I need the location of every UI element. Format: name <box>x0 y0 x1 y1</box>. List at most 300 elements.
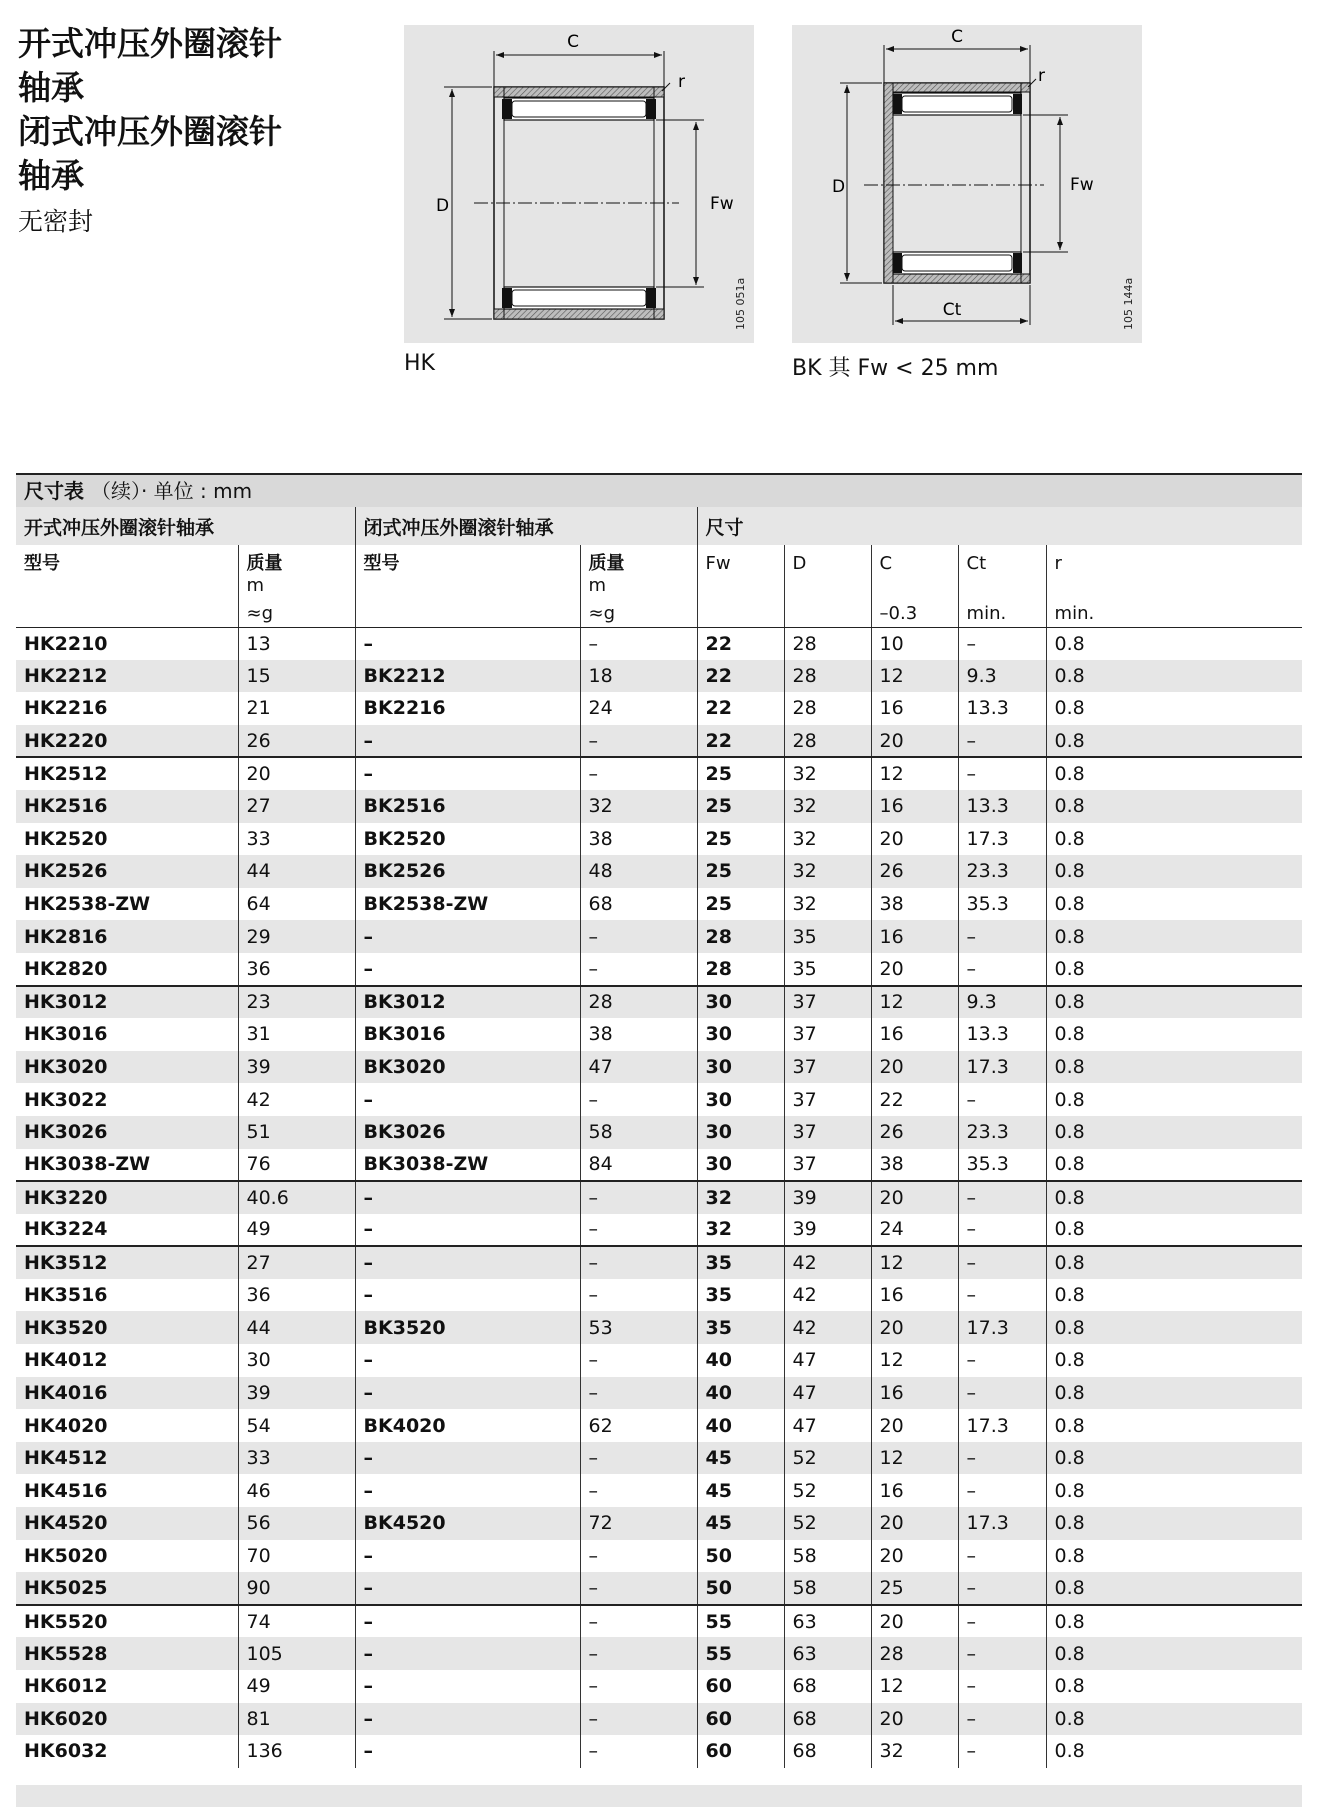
unit-r: min. <box>1046 597 1302 627</box>
bk-figure-code: 105 144a <box>1122 277 1135 330</box>
cell-mass-closed: 38 <box>580 823 697 856</box>
cell-mass-open: 64 <box>238 888 355 921</box>
cell-r: 0.8 <box>1046 1051 1302 1084</box>
table-row <box>16 1181 1302 1214</box>
cell-ct: – <box>958 1279 1046 1312</box>
cell-type-closed: – <box>355 1735 580 1768</box>
cell-type-open: HK5528 <box>16 1637 238 1670</box>
cell-r: 0.8 <box>1046 1083 1302 1116</box>
cell-fw: 25 <box>697 888 784 921</box>
cell-type-closed: BK3520 <box>355 1311 580 1344</box>
cell-fw: 30 <box>697 1083 784 1116</box>
cell-r: 0.8 <box>1046 725 1302 758</box>
cell-r: 0.8 <box>1046 1474 1302 1507</box>
figure-bk <box>792 25 1142 343</box>
cell-mass-open: 56 <box>238 1507 355 1540</box>
cell-ct: – <box>958 757 1046 790</box>
cell-ct: – <box>958 1474 1046 1507</box>
cell-type-open: HK5520 <box>16 1605 238 1638</box>
cell-fw: 40 <box>697 1409 784 1442</box>
cell-ct: 9.3 <box>958 986 1046 1019</box>
cell-type-closed: BK3016 <box>355 1018 580 1051</box>
cell-mass-closed: – <box>580 757 697 790</box>
table-row <box>16 1637 1302 1670</box>
cell-type-closed: BK4020 <box>355 1409 580 1442</box>
cell-d: 28 <box>784 692 871 725</box>
cell-c: 12 <box>871 660 958 693</box>
table-body <box>16 627 1302 1768</box>
cell-ct: – <box>958 1377 1046 1410</box>
cell-c: 38 <box>871 888 958 921</box>
cell-r: 0.8 <box>1046 1214 1302 1247</box>
unit-header-row <box>16 597 1302 627</box>
cell-r: 0.8 <box>1046 1279 1302 1312</box>
cell-r: 0.8 <box>1046 1605 1302 1638</box>
cell-fw: 55 <box>697 1637 784 1670</box>
cell-r: 0.8 <box>1046 986 1302 1019</box>
cell-mass-open: 105 <box>238 1637 355 1670</box>
cell-ct: – <box>958 1605 1046 1638</box>
cell-d: 47 <box>784 1409 871 1442</box>
bk-caption: BK 其 Fw < 25 mm <box>792 356 999 381</box>
cell-mass-open: 20 <box>238 757 355 790</box>
cell-d: 32 <box>784 823 871 856</box>
cell-d: 63 <box>784 1605 871 1638</box>
table-row <box>16 1409 1302 1442</box>
cell-ct: 9.3 <box>958 660 1046 693</box>
cell-d: 58 <box>784 1572 871 1605</box>
cell-d: 47 <box>784 1377 871 1410</box>
bk-label-fw: Fw <box>1070 175 1094 195</box>
cell-mass-closed: 48 <box>580 855 697 888</box>
cell-r: 0.8 <box>1046 1149 1302 1182</box>
cell-mass-open: 13 <box>238 627 355 660</box>
cell-type-closed: – <box>355 953 580 986</box>
cell-c: 20 <box>871 1703 958 1736</box>
cell-fw: 32 <box>697 1181 784 1214</box>
cell-d: 35 <box>784 920 871 953</box>
cell-d: 58 <box>784 1540 871 1573</box>
col-mass-closed-label: 质量 <box>588 553 625 574</box>
table-row <box>16 1507 1302 1540</box>
cell-fw: 35 <box>697 1311 784 1344</box>
cell-ct: 23.3 <box>958 855 1046 888</box>
cell-type-open: HK6012 <box>24 1675 108 1698</box>
cell-ct: 17.3 <box>958 823 1046 856</box>
cell-mass-open: 29 <box>238 920 355 953</box>
col-mass-open-sym: m <box>246 575 265 596</box>
cell-fw: 30 <box>697 1018 784 1051</box>
cell-fw: 60 <box>697 1670 784 1703</box>
cell-c: 16 <box>871 692 958 725</box>
cell-mass-open: 74 <box>238 1605 355 1638</box>
table-row <box>16 823 1302 856</box>
unit-mass-closed: ≈g <box>580 597 697 627</box>
cell-r: 0.8 <box>1046 1572 1302 1605</box>
cell-mass-open: 49 <box>238 1214 355 1247</box>
table-row <box>16 627 1302 660</box>
cell-ct: 35.3 <box>958 888 1046 921</box>
table-row <box>16 1018 1302 1051</box>
subtitle: 无密封 <box>18 207 94 236</box>
hk-label-fw: Fw <box>710 194 734 214</box>
cell-ct: 17.3 <box>958 1507 1046 1540</box>
cell-c: 16 <box>871 1377 958 1410</box>
cell-r: 0.8 <box>1046 757 1302 790</box>
cell-mass-open: 33 <box>238 823 355 856</box>
cell-type-open: HK2220 <box>16 725 238 758</box>
hk-caption: HK <box>404 351 435 376</box>
cell-ct: 13.3 <box>958 692 1046 725</box>
cell-type-open: HK2820 <box>24 957 108 980</box>
table-row <box>16 1703 1302 1736</box>
cell-fw: 40 <box>697 1377 784 1410</box>
cell-c: 16 <box>871 920 958 953</box>
cell-mass-closed: – <box>580 1344 697 1377</box>
cell-type-closed: BK2212 <box>355 660 580 693</box>
cell-r: 0.8 <box>1046 1637 1302 1670</box>
title-line-2: 轴承 <box>18 68 84 107</box>
cell-c: 20 <box>871 1311 958 1344</box>
hk-label-r: r <box>678 72 685 92</box>
cell-fw: 30 <box>697 1149 784 1182</box>
cell-ct: – <box>958 953 1046 986</box>
cell-ct: – <box>958 1442 1046 1475</box>
cell-mass-open: 39 <box>238 1377 355 1410</box>
cell-mass-open: 21 <box>238 692 355 725</box>
cell-ct: – <box>958 1637 1046 1670</box>
cell-mass-open: 31 <box>238 1018 355 1051</box>
cell-type-open: HK2816 <box>16 920 238 953</box>
cell-type-closed: – <box>355 1474 580 1507</box>
cell-mass-closed: – <box>580 725 697 758</box>
cell-r: 0.8 <box>1046 790 1302 823</box>
cell-fw: 60 <box>697 1735 784 1768</box>
cell-d: 28 <box>784 627 871 660</box>
table-row <box>16 1279 1302 1312</box>
cell-mass-closed: – <box>580 1181 697 1214</box>
table-row <box>16 1051 1302 1084</box>
cell-mass-open: 30 <box>238 1344 355 1377</box>
table-title <box>16 473 1302 507</box>
cell-r: 0.8 <box>1046 1670 1302 1703</box>
cell-mass-open: 27 <box>238 790 355 823</box>
cell-d: 52 <box>784 1507 871 1540</box>
cell-c: 25 <box>871 1572 958 1605</box>
col-mass-open <box>238 545 355 597</box>
unit-type-open <box>16 597 238 627</box>
cell-type-open: HK2216 <box>24 697 108 720</box>
cell-type-closed: – <box>355 1214 580 1247</box>
cell-ct: – <box>958 1540 1046 1573</box>
cell-mass-closed: 62 <box>580 1409 697 1442</box>
cell-d: 37 <box>784 1018 871 1051</box>
cell-type-closed: – <box>355 1540 580 1573</box>
cell-type-open: HK2526 <box>16 855 238 888</box>
cell-c: 20 <box>871 1507 958 1540</box>
cell-mass-open: 33 <box>238 1442 355 1475</box>
cell-fw: 25 <box>697 790 784 823</box>
cell-c: 12 <box>871 1442 958 1475</box>
cell-ct: – <box>958 1572 1046 1605</box>
cell-type-closed: – <box>355 1572 580 1605</box>
cell-mass-closed: – <box>580 1279 697 1312</box>
cell-c: 26 <box>871 1116 958 1149</box>
table-title-text: 尺寸表 <box>24 479 84 503</box>
title-line-3: 闭式冲压外圈滚针 <box>18 112 282 151</box>
cell-fw: 22 <box>697 660 784 693</box>
cell-d: 68 <box>784 1735 871 1768</box>
cell-type-closed: – <box>355 1344 580 1377</box>
bk-label-ct: Ct <box>942 300 962 320</box>
cell-d: 37 <box>784 986 871 1019</box>
cell-type-open: HK4512 <box>16 1442 238 1475</box>
cell-mass-open: 54 <box>238 1409 355 1442</box>
cell-fw: 32 <box>697 1214 784 1247</box>
cell-type-open: HK6032 <box>24 1740 108 1763</box>
cell-c: 16 <box>871 1474 958 1507</box>
cell-ct: 35.3 <box>958 1149 1046 1182</box>
table-row <box>16 953 1302 986</box>
cell-type-closed: – <box>355 1703 580 1736</box>
cell-type-open: HK4012 <box>24 1349 108 1372</box>
dimension-grid <box>16 507 1302 1768</box>
cell-type-open: HK4520 <box>16 1507 238 1540</box>
cell-mass-closed: – <box>580 1540 697 1573</box>
table-row <box>16 692 1302 725</box>
cell-mass-closed: 47 <box>580 1051 697 1084</box>
figure-hk <box>404 25 754 343</box>
cell-d: 68 <box>784 1670 871 1703</box>
cell-c: 12 <box>871 1344 958 1377</box>
bk-label-d: D <box>832 177 846 197</box>
cell-fw: 28 <box>697 920 784 953</box>
cell-type-open: HK2512 <box>16 757 238 790</box>
table-row <box>16 1149 1302 1182</box>
cell-mass-open: 42 <box>238 1083 355 1116</box>
cell-ct: – <box>958 1344 1046 1377</box>
table-row <box>16 1735 1302 1768</box>
cell-type-closed: BK2526 <box>355 855 580 888</box>
table-row <box>16 1670 1302 1703</box>
cell-r: 0.8 <box>1046 1377 1302 1410</box>
cell-type-closed: – <box>355 1181 580 1214</box>
cell-type-open: HK5020 <box>24 1544 108 1567</box>
bk-label-r: r <box>1038 66 1045 86</box>
cell-type-open: HK4016 <box>16 1377 238 1410</box>
group-open: 开式冲压外圈滚针轴承 <box>16 507 355 545</box>
cell-d: 35 <box>784 953 871 986</box>
cell-ct: – <box>958 1214 1046 1247</box>
cell-fw: 25 <box>697 823 784 856</box>
cell-type-closed: – <box>355 920 580 953</box>
table-row <box>16 1442 1302 1475</box>
cell-c: 20 <box>871 823 958 856</box>
cell-type-open: HK5025 <box>16 1572 238 1605</box>
cell-ct: – <box>958 1083 1046 1116</box>
cell-type-closed: BK3038-ZW <box>355 1149 580 1182</box>
cell-fw: 30 <box>697 1116 784 1149</box>
table-row <box>16 920 1302 953</box>
cell-r: 0.8 <box>1046 1018 1302 1051</box>
cell-type-open: HK3026 <box>16 1116 238 1149</box>
cell-c: 20 <box>871 1409 958 1442</box>
cell-c: 24 <box>871 1214 958 1247</box>
cell-d: 52 <box>784 1442 871 1475</box>
cell-mass-open: 36 <box>238 1279 355 1312</box>
cell-mass-closed: 58 <box>580 1116 697 1149</box>
cell-ct: 23.3 <box>958 1116 1046 1149</box>
cell-fw: 55 <box>697 1605 784 1638</box>
cell-mass-open: 90 <box>238 1572 355 1605</box>
cell-d: 32 <box>784 757 871 790</box>
cell-type-closed: BK2216 <box>355 692 580 725</box>
table-row <box>16 1116 1302 1149</box>
cell-mass-closed: 32 <box>580 790 697 823</box>
table-row <box>16 1605 1302 1638</box>
table-row <box>16 757 1302 790</box>
cell-fw: 35 <box>697 1246 784 1279</box>
unit-d <box>784 597 871 627</box>
cell-c: 16 <box>871 1279 958 1312</box>
cell-mass-closed: – <box>580 1670 697 1703</box>
cell-mass-closed: – <box>580 1442 697 1475</box>
cell-mass-open: 81 <box>238 1703 355 1736</box>
col-d: D <box>784 545 871 597</box>
col-c: C <box>871 545 958 597</box>
cell-c: 20 <box>871 1540 958 1573</box>
table-row <box>16 1344 1302 1377</box>
cell-mass-open: 136 <box>238 1735 355 1768</box>
cell-mass-open: 36 <box>238 953 355 986</box>
cell-mass-open: 23 <box>238 986 355 1019</box>
cell-c: 12 <box>871 1246 958 1279</box>
cell-d: 63 <box>784 1637 871 1670</box>
cell-r: 0.8 <box>1046 823 1302 856</box>
cell-d: 32 <box>784 790 871 823</box>
cell-r: 0.8 <box>1046 855 1302 888</box>
hk-figure-code: 105 051a <box>734 277 747 330</box>
cell-fw: 30 <box>697 986 784 1019</box>
cell-type-closed: BK2520 <box>355 823 580 856</box>
cell-mass-closed: 24 <box>580 692 697 725</box>
cell-fw: 45 <box>697 1507 784 1540</box>
table-row <box>16 1572 1302 1605</box>
cell-mass-open: 44 <box>238 1311 355 1344</box>
cell-d: 32 <box>784 855 871 888</box>
cell-type-open: HK3022 <box>24 1088 108 1111</box>
table-row <box>16 1311 1302 1344</box>
col-r: r <box>1046 545 1302 597</box>
unit-type-closed <box>355 597 580 627</box>
cell-type-open: HK3020 <box>16 1051 238 1084</box>
footer-band <box>16 1785 1302 1807</box>
cell-fw: 50 <box>697 1572 784 1605</box>
cell-type-closed: – <box>355 1442 580 1475</box>
cell-r: 0.8 <box>1046 1181 1302 1214</box>
cell-c: 12 <box>871 986 958 1019</box>
cell-fw: 45 <box>697 1442 784 1475</box>
cell-ct: – <box>958 1246 1046 1279</box>
cell-r: 0.8 <box>1046 1409 1302 1442</box>
table-row <box>16 1083 1302 1116</box>
cell-type-open: HK2538-ZW <box>24 893 151 916</box>
cell-c: 16 <box>871 1018 958 1051</box>
cell-type-closed: – <box>355 1377 580 1410</box>
cell-mass-closed: – <box>580 1377 697 1410</box>
cell-r: 0.8 <box>1046 1311 1302 1344</box>
table-row <box>16 1540 1302 1573</box>
bk-drawing <box>792 25 1142 343</box>
cell-type-open: HK2516 <box>16 790 238 823</box>
cell-c: 32 <box>871 1735 958 1768</box>
cell-d: 47 <box>784 1344 871 1377</box>
cell-fw: 30 <box>697 1051 784 1084</box>
cell-type-closed: – <box>355 1083 580 1116</box>
cell-type-closed: – <box>355 725 580 758</box>
table-row <box>16 1377 1302 1410</box>
cell-d: 37 <box>784 1116 871 1149</box>
cell-mass-closed: – <box>580 920 697 953</box>
cell-type-open: HK3516 <box>24 1284 108 1307</box>
group-closed: 闭式冲压外圈滚针轴承 <box>355 507 697 545</box>
cell-type-open: HK2212 <box>16 660 238 693</box>
cell-c: 20 <box>871 1605 958 1638</box>
cell-type-closed: BK3020 <box>355 1051 580 1084</box>
cell-mass-open: 76 <box>238 1149 355 1182</box>
table-row <box>16 1246 1302 1279</box>
cell-mass-closed: 84 <box>580 1149 697 1182</box>
group-dims: 尺寸 <box>697 507 1302 545</box>
cell-fw: 40 <box>697 1344 784 1377</box>
cell-mass-open: 15 <box>238 660 355 693</box>
cell-mass-open: 70 <box>238 1540 355 1573</box>
cell-c: 38 <box>871 1149 958 1182</box>
cell-ct: 17.3 <box>958 1051 1046 1084</box>
cell-mass-open: 49 <box>238 1670 355 1703</box>
cell-r: 0.8 <box>1046 1507 1302 1540</box>
cell-mass-closed: – <box>580 1735 697 1768</box>
cell-c: 16 <box>871 790 958 823</box>
cell-type-closed: BK3026 <box>355 1116 580 1149</box>
cell-type-open: HK3224 <box>24 1218 108 1241</box>
bk-label-c: C <box>951 27 963 47</box>
cell-c: 20 <box>871 1051 958 1084</box>
unit-fw <box>697 597 784 627</box>
hk-drawing <box>404 25 754 343</box>
cell-mass-closed: – <box>580 1637 697 1670</box>
cell-r: 0.8 <box>1046 692 1302 725</box>
group-header-row <box>16 507 1302 545</box>
cell-d: 37 <box>784 1051 871 1084</box>
cell-ct: 17.3 <box>958 1311 1046 1344</box>
table-row <box>16 790 1302 823</box>
cell-type-closed: BK2516 <box>355 790 580 823</box>
cell-mass-closed: – <box>580 1572 697 1605</box>
cell-fw: 50 <box>697 1540 784 1573</box>
cell-type-closed: BK4520 <box>355 1507 580 1540</box>
cell-type-open: HK3012 <box>16 986 238 1019</box>
cell-type-closed: – <box>355 1279 580 1312</box>
cell-d: 39 <box>784 1181 871 1214</box>
cell-mass-closed: – <box>580 1246 697 1279</box>
cell-r: 0.8 <box>1046 1246 1302 1279</box>
cell-r: 0.8 <box>1046 1735 1302 1768</box>
col-ct: Ct <box>958 545 1046 597</box>
cell-mass-open: 40.6 <box>238 1181 355 1214</box>
cell-mass-closed: 18 <box>580 660 697 693</box>
cell-fw: 45 <box>697 1474 784 1507</box>
